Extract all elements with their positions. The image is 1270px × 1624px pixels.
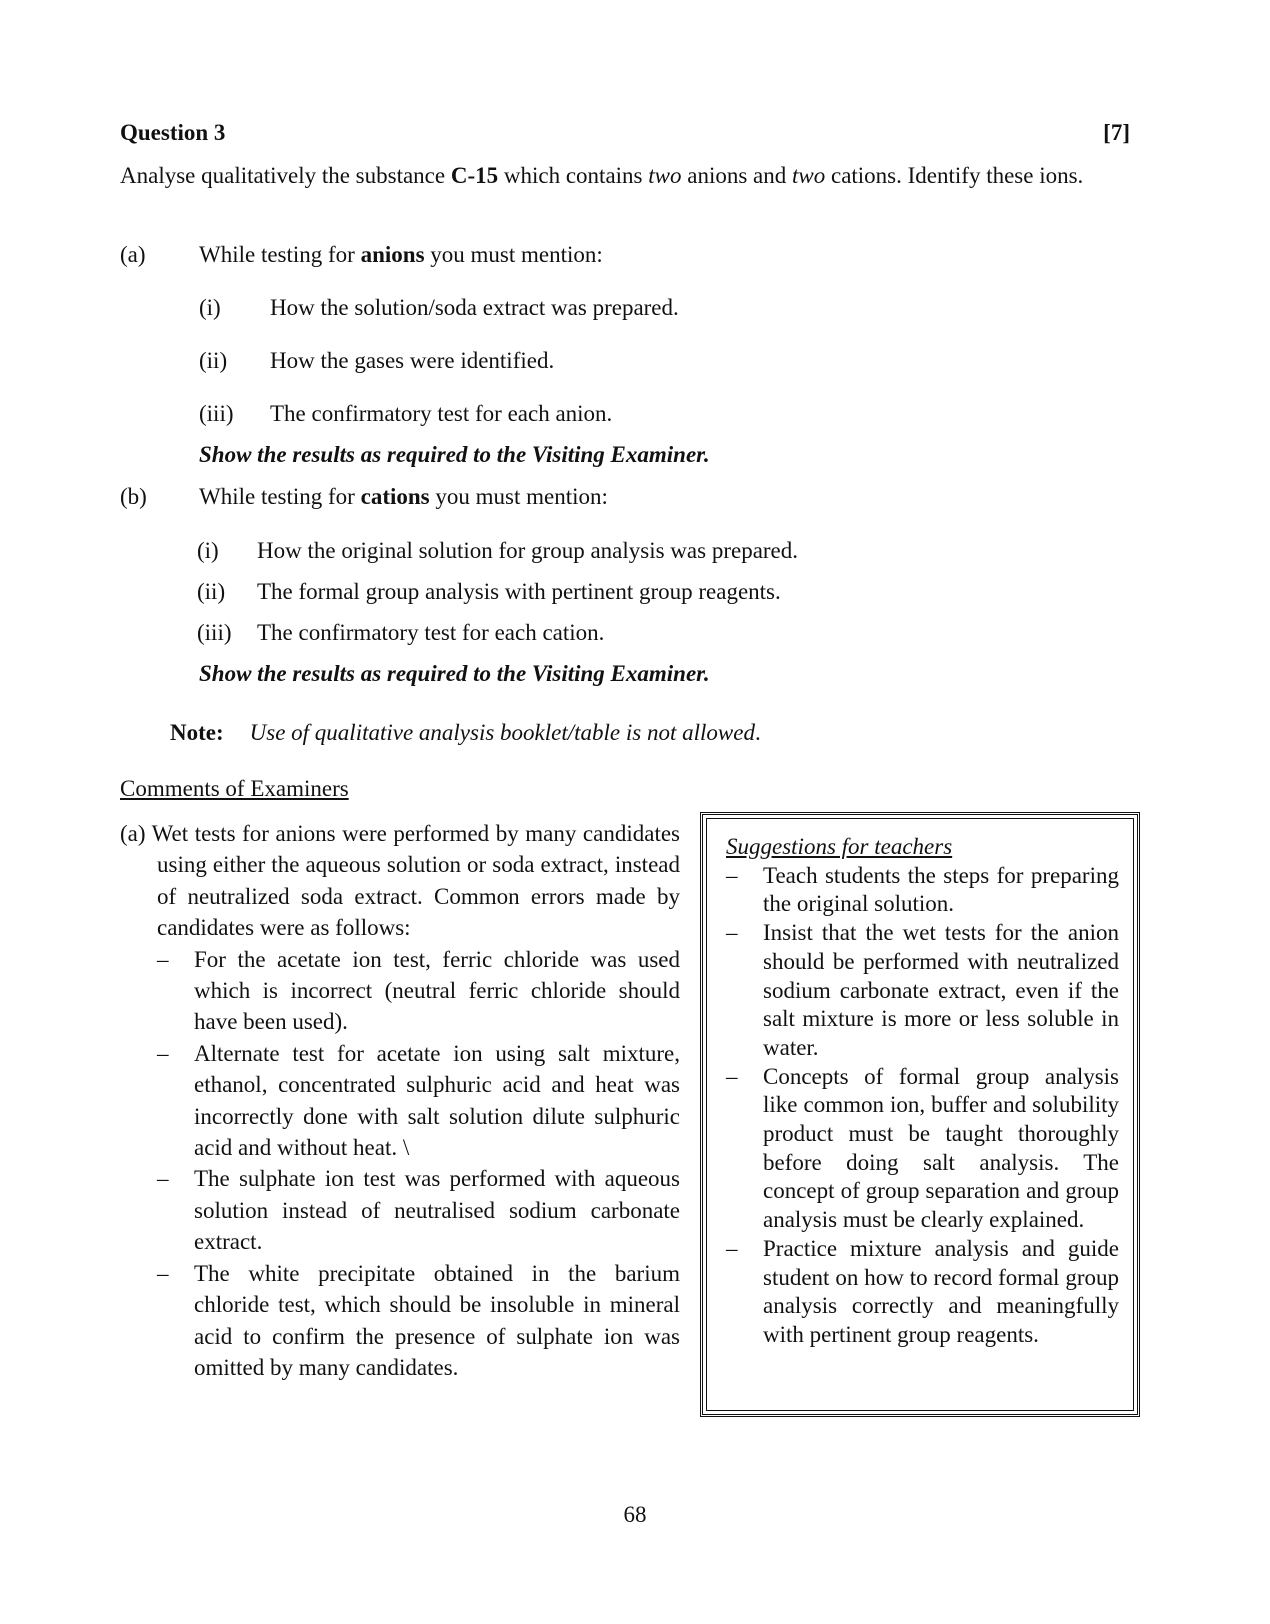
page-number: 68 xyxy=(623,1502,647,1527)
intro-text-1: Analyse qualitatively the substance xyxy=(120,163,451,188)
intro-text-3: anions and xyxy=(681,163,792,188)
suggestions-box xyxy=(700,812,1140,1417)
part-b-text xyxy=(199,482,608,512)
part-b-item-2-num: (ii) xyxy=(197,579,226,604)
note-text: Use of qualitative analysis booklet/table is not allowed xyxy=(249,720,755,745)
suggestion-item-2: – Insist that the wet tests for the anion should be performed with neutralized sodium carbonate extract, even if the salt mixture is more or less soluble in water. xyxy=(763,919,1119,1063)
note-end: . xyxy=(754,720,761,745)
part-a-item-1-text: How the solution/soda extract was prepared. xyxy=(270,295,679,320)
question-title: Question 3 xyxy=(120,120,226,145)
part-b-keyword: cations xyxy=(360,484,430,509)
comments-title: Comments of Examiners xyxy=(120,776,349,801)
part-a-item-2-num: (ii) xyxy=(199,348,228,373)
question-marks: [7] xyxy=(1103,120,1130,145)
suggestion-item-4: – Practice mixture analysis and guide student on how to record formal group analysis correctly and meaningfully with pertinent group reagents. xyxy=(763,1235,1119,1350)
part-a-instruction: Show the results as required to the Visiting Examiner. xyxy=(199,442,710,467)
part-b-label: (b) xyxy=(120,484,147,509)
part-a-keyword: anions xyxy=(360,242,425,267)
suggestions-list xyxy=(726,862,1119,1350)
part-a-item-3-text: The confirmatory test for each anion. xyxy=(270,401,613,426)
suggestions-title: Suggestions for teachers xyxy=(726,834,953,859)
part-b-lead: While testing for xyxy=(199,484,361,509)
part-b-item-2-text: The formal group analysis with pertinent group reagents. xyxy=(257,579,781,604)
substance-code: C-15 xyxy=(450,163,499,188)
intro-emph-two-anions: two xyxy=(648,163,682,188)
comments-bullet-1: – For the acetate ion test, ferric chloride was used which is incorrect (neutral ferric chloride should have been used). xyxy=(194,944,680,1038)
part-a-lead: While testing for xyxy=(199,242,361,267)
part-a-item-1-num: (i) xyxy=(199,295,221,320)
suggestion-item-1: – Teach students the steps for preparing the original solution. xyxy=(763,862,1119,919)
part-a-tail: you must mention: xyxy=(424,242,603,267)
note-label: Note: xyxy=(170,720,224,745)
question-intro xyxy=(120,162,1090,191)
comments-bullet-list xyxy=(120,944,680,1384)
part-a-label: (a) xyxy=(120,242,146,267)
part-b-item-3-num: (iii) xyxy=(197,620,232,645)
question-header xyxy=(120,118,1130,148)
note xyxy=(170,718,761,748)
intro-text-4: cations. Identify these ions. xyxy=(825,163,1084,188)
part-b-tail: you must mention: xyxy=(429,484,608,509)
intro-text-2: which contains xyxy=(498,163,649,188)
part-a-item-2-text: How the gases were identified. xyxy=(270,348,555,373)
comments-intro: (a) Wet tests for anions were performed by many candidates using either the aqueous solution or soda extract, instead of neutralized soda extract. Common errors made by candidates were as follows: xyxy=(120,821,680,941)
part-b-item-1-text: How the original solution for group analysis was prepared. xyxy=(257,538,799,563)
comments-bullet-4: – The white precipitate obtained in the barium chloride test, which should be insoluble in mineral acid to confirm the presence of sulphate ion was omitted by many candidates. xyxy=(194,1258,680,1384)
part-a-text xyxy=(199,240,603,270)
part-a-item-3-num: (iii) xyxy=(199,401,234,426)
part-b-item-3-text: The confirmatory test for each cation. xyxy=(257,620,605,645)
part-b-instruction: Show the results as required to the Visiting Examiner. xyxy=(199,661,710,686)
comments-bullet-3: – The sulphate ion test was performed with aqueous solution instead of neutralised sodium carbonate extract. xyxy=(194,1163,680,1257)
intro-emph-two-cations: two xyxy=(792,163,826,188)
suggestion-item-3: – Concepts of formal group analysis like common ion, buffer and solubility product must be taught thoroughly before doing salt analysis. The concept of group separation and group analysis must be clearly explained. xyxy=(763,1063,1119,1235)
comments-bullet-2: – Alternate test for acetate ion using salt mixture, ethanol, concentrated sulphuric acid and heat was incorrectly done with salt solution dilute sulphuric acid and without heat. \ xyxy=(194,1038,680,1164)
comments-section xyxy=(120,818,680,1383)
part-b-item-1-num: (i) xyxy=(197,538,219,563)
suggestions-box-inner xyxy=(706,818,1134,1411)
